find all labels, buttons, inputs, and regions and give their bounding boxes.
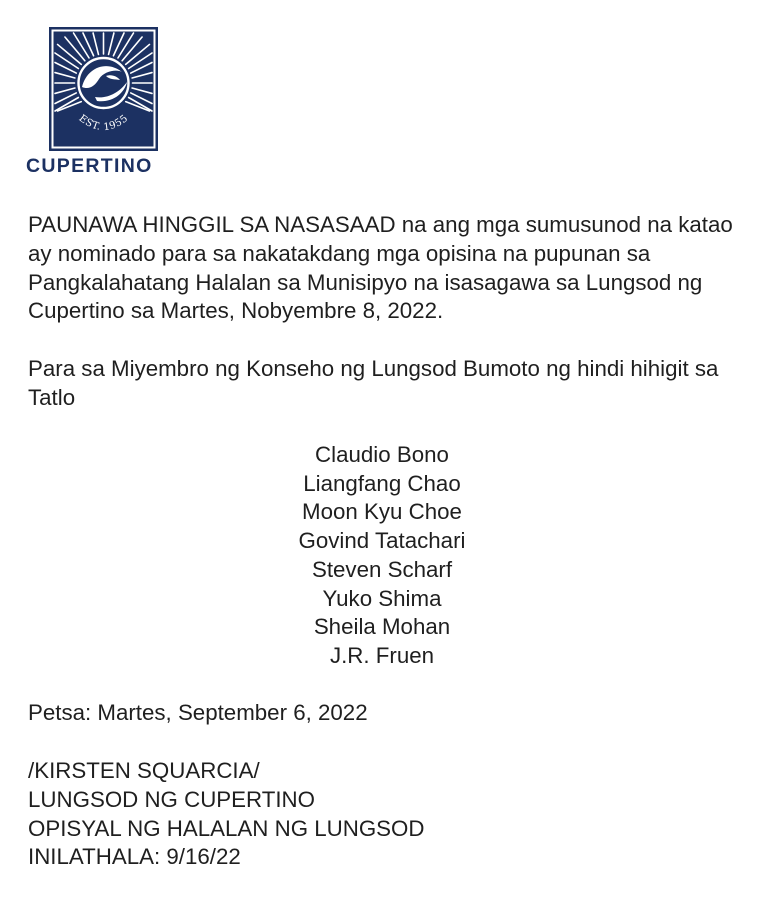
candidate-name: Yuko Shima — [322, 585, 442, 611]
city-wordmark: CUPERTINO — [26, 155, 153, 177]
candidate-name: Moon Kyu Choe — [302, 499, 462, 525]
signer-name: /KIRSTEN SQUARCIA/ — [28, 758, 260, 783]
notice-paragraph: PAUNAWA HINGGIL SA NASASAAD na ang mga sumusunod na katao ay nominado para sa nakatakdang mga opisina na pupunan sa Pangkalahatang Halalan sa Munisipyo na isasagawa sa Lungsod ng Cupertino sa Martes, Nobyembre 8, 2022. — [28, 212, 733, 324]
date-line: Petsa: Martes, September 6, 2022 — [28, 700, 368, 725]
candidate-name: Steven Scharf — [311, 556, 453, 582]
seal-text: EST. 1955 — [76, 112, 131, 134]
published-date: INILATHALA: 9/16/22 — [28, 844, 241, 870]
candidate-name: Claudio Bono — [315, 442, 449, 467]
candidate-name: Govind Tatachari — [298, 528, 466, 554]
city-seal-icon — [49, 27, 158, 151]
signer-office: OPISYAL NG HALALAN NG LUNGSOD — [28, 815, 425, 841]
race-heading: Para sa Miyembro ng Konseho ng Lungsod Bumoto ng hindi hihigit sa Tatlo — [28, 356, 719, 410]
candidate-name: Sheila Mohan — [313, 614, 451, 640]
candidate-name: J.R. Fruen — [329, 642, 435, 668]
city-logo — [26, 27, 186, 177]
signature-block — [28, 757, 425, 872]
candidate-list — [0, 441, 764, 671]
signer-city: LUNGSOD NG CUPERTINO — [28, 786, 316, 812]
candidate-name: Liangfang Chao — [303, 470, 461, 496]
